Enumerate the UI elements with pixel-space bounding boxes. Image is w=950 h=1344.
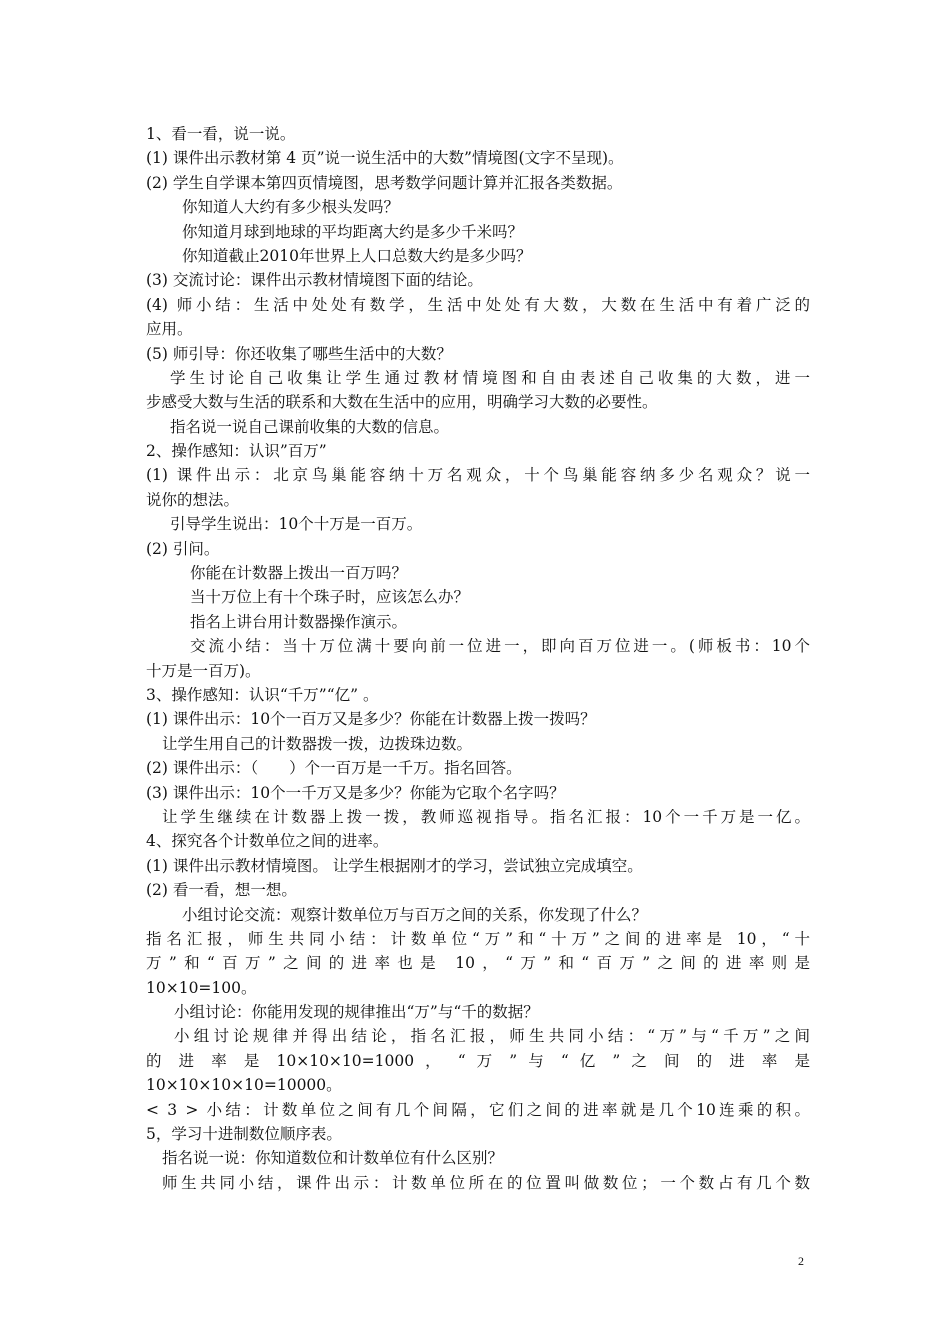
text-line: 小组讨论：你能用发现的规律推出“万”与“千的数据？ — [174, 1003, 539, 1022]
text-line: 1、看一看，说一说。 — [146, 125, 296, 143]
text-line: 2、操作感知：认识”百万” — [146, 442, 327, 461]
text-line: (1) 课件出示：北京鸟巢能容纳十万名观众，十个鸟巢能容纳多少名观众？说一 — [146, 466, 810, 485]
text-line: (3) 交流讨论：课件出示教材情境图下面的结论。 — [146, 271, 483, 290]
text-line: 让学生继续在计数器上拨一拨，教师巡视指导。指名汇报：10个一千万是一亿。 — [162, 807, 810, 826]
text-line: (2) 看一看，想一想。 — [146, 881, 297, 900]
text-line: 你能在计数器上拨出一百万吗？ — [190, 564, 408, 583]
text-line: 指名说一说：你知道数位和计数单位有什么区别？ — [162, 1149, 504, 1168]
text-line: 步感受大数与生活的联系和大数在生活中的应用，明确学习大数的必要性。 — [146, 393, 658, 412]
text-line: 指名上讲台用计数器操作演示。 — [190, 612, 408, 631]
text-line: 小组讨论交流：观察计数单位万与百万之间的关系，你发现了什么？ — [182, 905, 648, 924]
text-line: (2) 学生自学课本第四页情境图，思考数学问题计算并汇报各类数据。 — [146, 173, 623, 192]
text-line: 10×10=100。 — [146, 978, 257, 997]
text-line: (1) 课件出示教材情境图。 让学生根据刚才的学习，尝试独立完成填空。 — [146, 856, 643, 875]
text-line: (5) 师引导：你还收集了哪些生活中的大数？ — [146, 344, 452, 363]
page-number: 2 — [798, 1254, 804, 1268]
text-line: (3) 课件出示：10个一千万又是多少？你能为它取个名字吗？ — [146, 783, 565, 802]
text-line: 你知道截止2010年世界上人口总数大约是多少吗？ — [182, 246, 532, 265]
text-line: 学生讨论自己收集让学生通过教材情境图和自由表述自己收集的大数，进一 — [170, 368, 810, 387]
text-line: 10×10×10×10=10000。 — [146, 1076, 342, 1095]
text-line: 引导学生说出：10个十万是一百万。 — [170, 515, 423, 534]
text-line: (2) 引问。 — [146, 539, 220, 558]
text-line: 的 进 率 是 10×10×10=1000 ， “ 万 ” 与 “ 亿 ” 之 间 的 进 率 是 — [146, 1051, 810, 1070]
text-line: (2) 课件出示：（ ）个一百万是一千万。指名回答。 — [146, 759, 522, 778]
text-line: 3、操作感知：认识“千万”“亿” 。 — [146, 685, 379, 704]
text-line: (1) 课件出示教材第 4 页”说一说生活中的大数”情境图(文字不呈现)。 — [146, 149, 624, 168]
text-line: < 3 > 小结：计数单位之间有几个间隔，它们之间的进率就是几个10连乘的积。 — [146, 1100, 810, 1119]
text-line: 应用。 — [146, 320, 193, 339]
text-line: 指名汇报，师生共同小结：计数单位“万”和“十万”之间的进率是 10，“十 — [146, 929, 810, 948]
text-line: 十万是一百万)。 — [146, 661, 261, 680]
text-line: (4) 师小结：生活中处处有数学，生活中处处有大数，大数在生活中有着广泛的 — [146, 295, 810, 314]
text-line: 说你的想法。 — [146, 490, 240, 509]
text-line: 万”和“百万”之间的进率也是 10，“万”和“百万”之间的进率则是 — [146, 954, 810, 973]
text-line: 让学生用自己的计数器拨一拨，边拨珠边数。 — [162, 734, 473, 753]
text-line: 师生共同小结，课件出示：计数单位所在的位置叫做数位；一个数占有几个数 — [162, 1173, 810, 1192]
text-line: 交流小结：当十万位满十要向前一位进一，即向百万位进一。(师板书：10个 — [190, 637, 810, 656]
text-line: 5，学习十进制数位顺序表。 — [146, 1125, 342, 1144]
text-line: (1) 课件出示：10个一百万又是多少？你能在计数器上拨一拨吗？ — [146, 710, 596, 729]
text-line: 你知道月球到地球的平均距离大约是多少千米吗？ — [182, 222, 524, 241]
text-line: 你知道人大约有多少根头发吗？ — [182, 198, 400, 217]
text-line: 当十万位上有十个珠子时，应该怎么办？ — [190, 588, 470, 607]
text-line: 4、探究各个计数单位之间的进率。 — [146, 832, 389, 851]
text-line: 指名说一说自己课前收集的大数的信息。 — [170, 417, 450, 436]
text-line: 小组讨论规律并得出结论，指名汇报，师生共同小结：“万”与“千万”之间 — [174, 1027, 810, 1046]
body-text — [146, 122, 810, 1195]
